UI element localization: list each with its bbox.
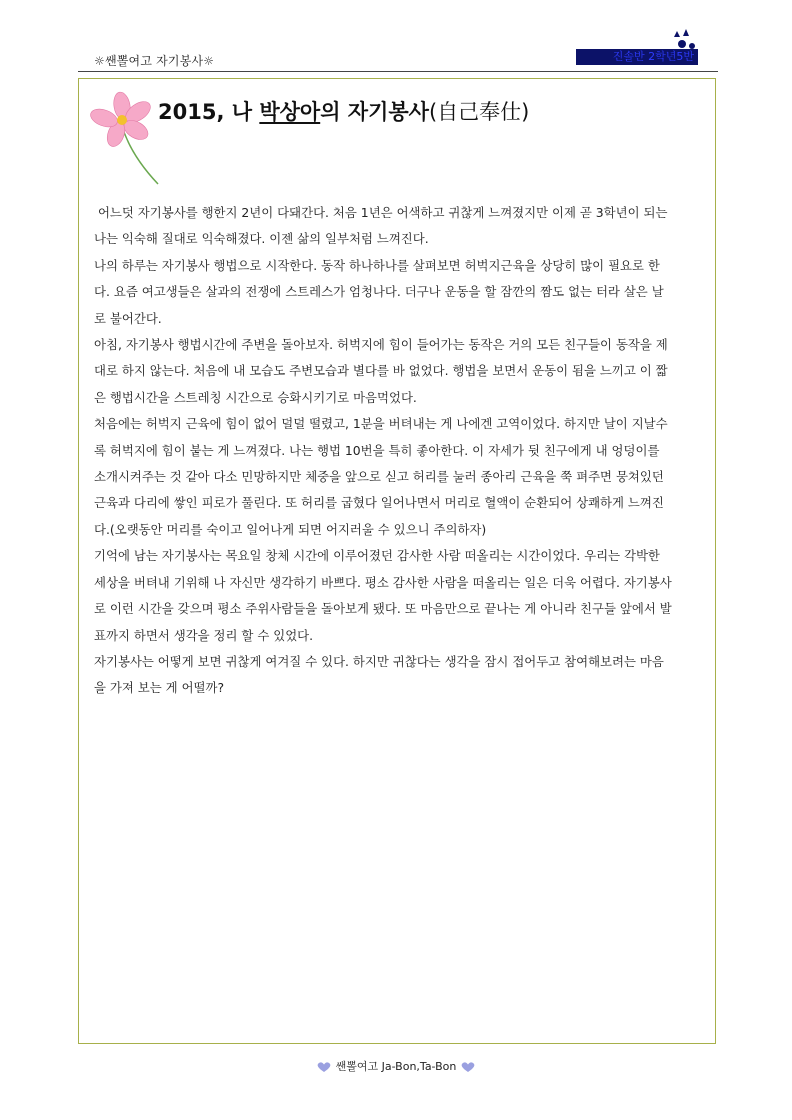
document-title [158,96,529,126]
paragraph: 자기봉사는 어떻게 보면 귀찮게 여겨질 수 있다. 하지만 귀찮다는 생각을 잠시 접어두고 참여해보려는 마음을 가져 보는 게 어떨까? [94,653,664,696]
paragraph: 처음에는 허벅지 근육에 힘이 없어 덜덜 떨렸고, 1분을 버텨내는 게 나에겐 고역이었다. 하지만 날이 지날수록 허벅지에 힘이 붙는 게 느껴졌다. 나는 행법 10번을 특히 좋아한다. 이 자세가 뒷 친구에게 내 엉덩이를 소개시켜주는 것 같아 다소 민망하지만 체중을 앞으로 싣고 허리를 눌러 종아리 근육을 쭉 펴주면 뭉쳐있던 근육과 다리에 쌓인 피로가 풀린다. 또 허리를 굽혔다 일어나면서 머리로 혈액이 순환되어 상쾌하게 느껴진다.(오랫동안 머리를 숙이고 일어나게 되면 어지러울 수 있으니 주의하자) [94,416,668,537]
heart-icon [460,1061,476,1073]
heart-icon [316,1061,332,1073]
header-divider [78,71,718,72]
title-hanja: (自己奉仕) [428,100,530,124]
header-title: ☼쌘뽈여고 자기봉사☼ [94,54,215,68]
title-prefix: 2015, 나 [158,100,260,124]
flower-icon [86,86,166,186]
paragraph: 기억에 남는 자기봉사는 목요일 창체 시간에 이루어졌던 감사한 사람 떠올리는 시간이었다. 우리는 각박한 세상을 버텨내 기위해 나 자신만 생각하기 바쁘다. 평소 감사한 사람을 떠올리는 일은 더욱 어렵다. 자기봉사로 이런 시간을 갖으며 평소 주위사람들을 돌아보게 됐다. 또 마음만으로 끝나는 게 아니라 친구들 앞에서 발표까지 하면서 생각을 정리 할 수 있었다. [94,548,672,643]
paragraph: 어느덧 자기봉사를 행한지 2년이 다돼간다. 처음 1년은 어색하고 귀찮게 느껴졌지만 이제 곧 3학년이 되는 나는 익숙해 질대로 익숙해졌다. 이젠 삶의 일부처럼 느껴진다. [94,205,668,247]
paragraph: 나의 하루는 자기봉사 행법으로 시작한다. 동작 하나하나를 살펴보면 허벅지근육을 상당히 많이 필요로 한다. 요즘 여고생들은 살과의 전쟁에 스트레스가 엄청나다. 더구나 운동을 할 잠깐의 짬도 없는 터라 살은 날로 불어간다. [94,257,664,326]
document-body [94,200,674,702]
footer-text: 쌘뽈여고 Ja-Bon,Ta-Bon [335,1060,457,1073]
page-footer [0,1058,792,1074]
author-name: 박상아 [259,100,321,124]
class-badge: 진솔반 2학년5반 [576,49,698,65]
title-middle: 의 자기봉사 [320,100,429,124]
paragraph: 아침, 자기봉사 행법시간에 주변을 돌아보자. 허벅지에 힘이 들어가는 동작은 거의 모든 친구들이 동작을 제대로 하지 않는다. 처음에 내 모습도 주변모습과 별다를 바 없었다. 행법을 보면서 운동이 됨을 느끼고 이 짧은 행법시간을 스트레칭 시간으로 승화시키기로 마음먹었다. [94,337,668,405]
